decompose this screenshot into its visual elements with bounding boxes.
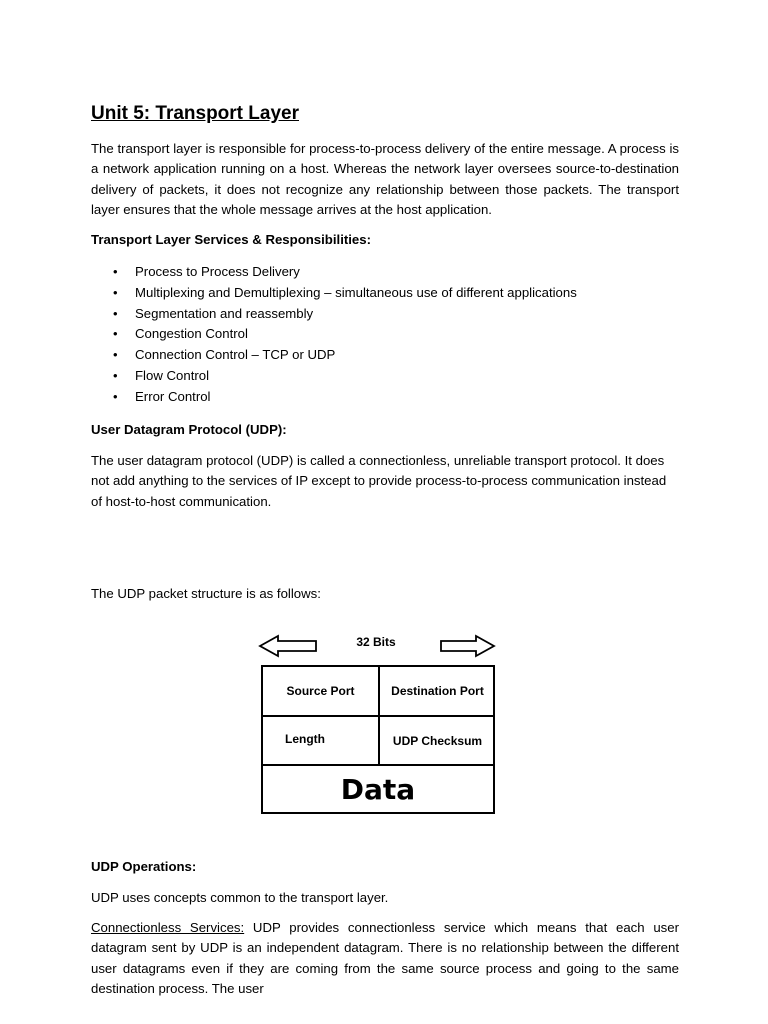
list-item: • Congestion Control xyxy=(91,324,577,345)
connectionless-text: UDP provides connectionless service which means that each user datagram sent by UDP is an independent datagram. There is no relationship between the different user datagrams even if they are coming from the same source process and going to the same destination process. The user xyxy=(91,920,679,997)
bullet-icon: • xyxy=(113,388,118,404)
services-heading: Transport Layer Services & Responsibilities: xyxy=(91,232,371,247)
list-item: • Multiplexing and Demultiplexing – simultaneous use of different applications xyxy=(91,283,577,304)
bullet-icon: • xyxy=(113,305,118,321)
checksum-cell: UDP Checksum xyxy=(380,717,495,766)
udp-paragraph: The user datagram protocol (UDP) is called a connectionless, unreliable transport protocol. It does not add anything to the services of IP except to provide process-to-process communication instead of host-to-host communication. xyxy=(91,453,667,509)
connectionless-label: Connectionless Services: xyxy=(91,920,245,935)
right-arrow-icon xyxy=(441,636,494,656)
list-item: • Segmentation and reassembly xyxy=(91,304,577,325)
destination-port-cell: Destination Port xyxy=(380,667,495,717)
ops-line: UDP uses concepts common to the transport layer. xyxy=(91,890,389,905)
page-title: Unit 5: Transport Layer xyxy=(91,103,299,124)
bullet-icon: • xyxy=(113,367,118,383)
bits-label: 32 Bits xyxy=(356,635,396,649)
packet-grid xyxy=(261,665,495,814)
bullet-icon: • xyxy=(113,326,118,342)
left-arrow-icon xyxy=(260,636,316,656)
data-cell: Data xyxy=(340,772,416,806)
intro-paragraph: The transport layer is responsible for process-to-process delivery of the entire message. A process is a network application running on a host. Whereas the network layer oversees source-to-destination delivery of packets, it does not recognize any relationship between those packets. The transport layer ensures that the whole message arrives at the host application. xyxy=(91,141,679,218)
ops-heading: UDP Operations: xyxy=(91,859,197,874)
udp-packet-diagram xyxy=(258,630,498,816)
source-port-cell: Source Port xyxy=(263,667,380,717)
bullet-icon: • xyxy=(113,264,118,279)
services-list xyxy=(91,262,577,408)
bullet-icon: • xyxy=(113,347,118,363)
length-cell: Length xyxy=(263,717,380,766)
list-item: • Flow Control xyxy=(91,366,577,387)
udp-heading: User Datagram Protocol (UDP): xyxy=(91,422,287,437)
bullet-icon: • xyxy=(113,284,118,300)
list-item: • Error Control xyxy=(91,387,577,408)
list-item: • Process to Process Delivery xyxy=(91,262,577,283)
list-item: • Connection Control – TCP or UDP xyxy=(91,345,577,366)
structure-intro: The UDP packet structure is as follows: xyxy=(91,586,321,601)
connectionless-paragraph xyxy=(91,918,679,1000)
